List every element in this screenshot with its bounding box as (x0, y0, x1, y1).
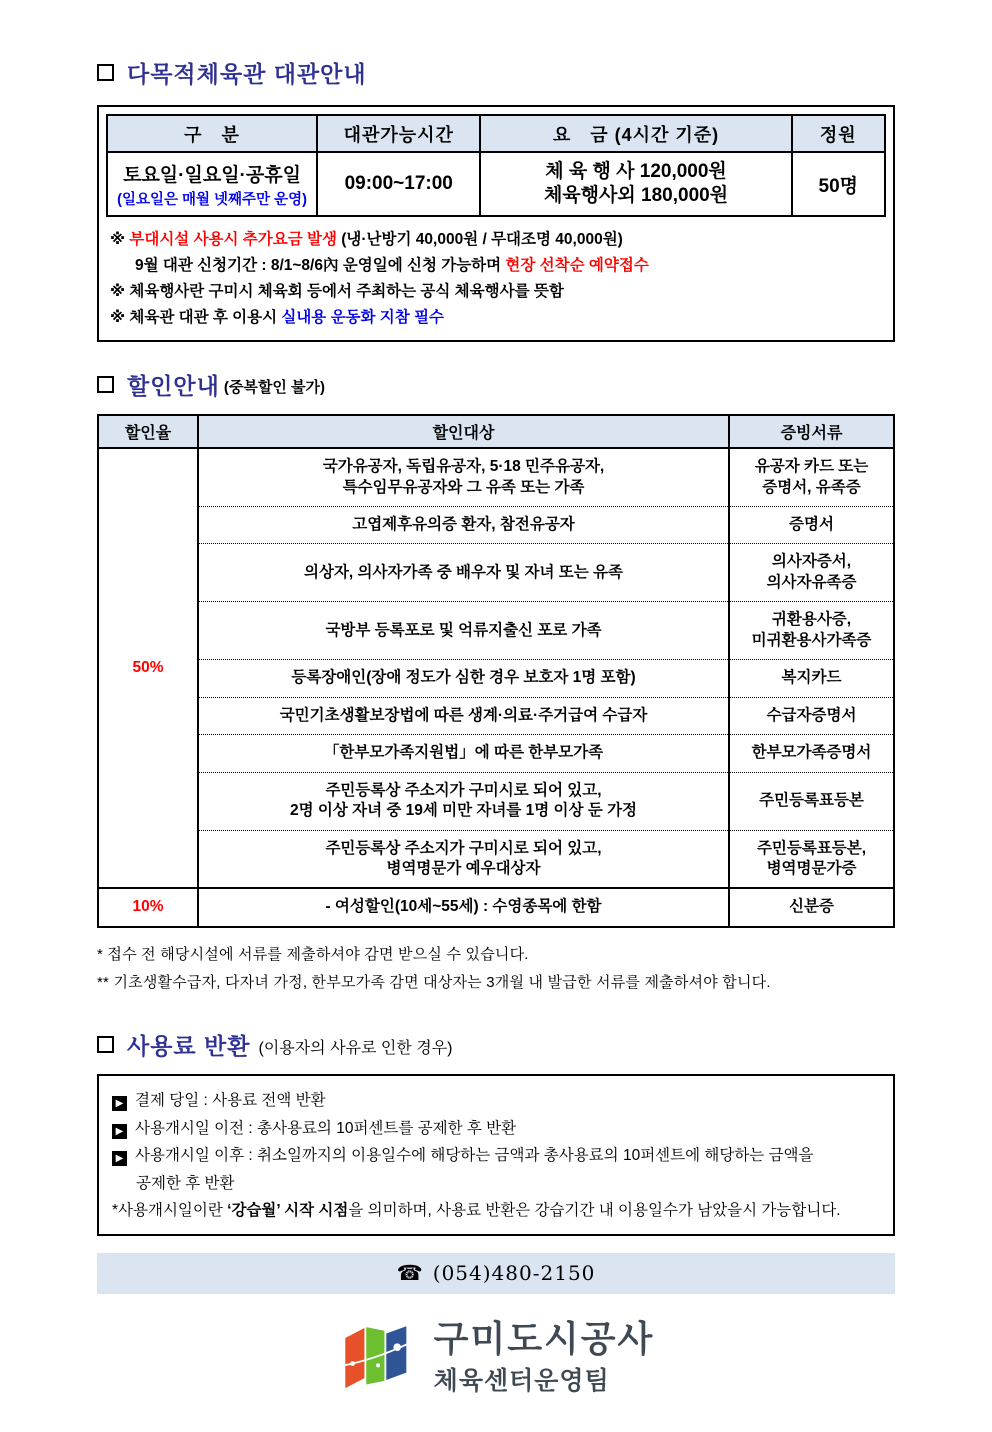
discount-target-cell: 「한부모가족지원법」에 따른 한부모가족 (198, 735, 729, 772)
note1-red-text: 부대시설 사용시 추가요금 발생 (129, 231, 337, 248)
rental-note-2 (110, 253, 884, 279)
rental-note-1 (110, 227, 884, 253)
discount-doc-cell: 복지카드 (729, 660, 894, 697)
note4-blue-text: 실내용 운동화 지참 필수 (281, 309, 445, 327)
arrow-bullet-icon: ▶ (112, 1096, 127, 1111)
refund-section-title (97, 1028, 895, 1061)
refund-line-3 (112, 1142, 880, 1170)
rental-note-4 (110, 305, 884, 331)
refund-line-3-text: 사용개시일 이후 : 취소일까지의 이용일수에 해당하는 금액과 총사용료의 10퍼센트에 해당하는 금액을 (135, 1147, 814, 1165)
organization-logo (97, 1316, 895, 1402)
rental-fee-line2: 체육행사외 180,000원 (543, 185, 729, 206)
refund-line-3-cont: 공제한 후 반환 (136, 1174, 235, 1192)
rental-header-fee: 요 금 (4시간 기준) (480, 115, 791, 152)
doc-line: 주민등록표등본, (756, 839, 867, 857)
refund-line-2 (112, 1115, 880, 1143)
discount-doc-cell: 수급자증명서 (729, 697, 894, 734)
discount-row (98, 888, 894, 926)
discount-row (98, 507, 894, 544)
logo-team-name: 체육센터운영팀 (433, 1367, 610, 1396)
arrow-bullet-icon: ▶ (112, 1151, 127, 1166)
discount-row (98, 697, 894, 734)
doc-line: 유공자 카드 또는 (754, 458, 869, 476)
discount-target-cell: 국방부 등록포로 및 억류지출신 포로 가족 (198, 602, 729, 660)
refund-line-1 (112, 1087, 880, 1115)
rental-data-row (107, 152, 885, 216)
target-line: 병역명문가 예우대상자 (386, 860, 541, 878)
phone-number: (054)480-2150 (432, 1261, 596, 1286)
refund-line-2-text: 사용개시일 이전 : 총사용료의 10퍼센트를 공제한 후 반환 (135, 1119, 517, 1137)
refund-title-text: 사용료 반환 (127, 1032, 251, 1059)
target-line: 주민등록상 주소지가 구미시로 되어 있고, (325, 781, 602, 799)
discount-rate-50: 50% (98, 448, 198, 888)
folded-map-logo-icon (338, 1316, 420, 1402)
rental-note-3: ※ 체육행사란 구미시 체육회 등에서 주최하는 공식 체육행사를 뜻함 (110, 283, 564, 301)
doc-line: 귀환용사증, (771, 611, 852, 629)
discount-row (98, 735, 894, 772)
refund-footnote-post: 을 의미하며, 사용료 반환은 강습기간 내 이용일수가 남았을시 가능합니다. (348, 1202, 841, 1220)
rental-title-text: 다목적체육관 대관안내 (127, 61, 367, 87)
discount-doc-cell (729, 544, 894, 602)
rental-info-box (97, 105, 895, 342)
doc-line: 의사자유족증 (766, 573, 857, 591)
discount-target-cell: 고엽제후유의증 환자, 참전유공자 (198, 507, 729, 544)
discount-title-text: 할인안내 (127, 373, 220, 400)
discount-footnote-1: * 접수 전 해당시설에 서류를 제출하셔야 감면 받으실 수 있습니다. (97, 945, 529, 963)
note2-black-text: 9월 대관 신청기간 : 8/1~8/6內 운영일에 신청 가능하며 (135, 257, 506, 275)
discount-doc-cell (729, 830, 894, 888)
target-line: 2명 이상 자녀 중 19세 미만 자녀를 1명 이상 둔 가정 (289, 802, 638, 820)
arrow-bullet-icon: ▶ (112, 1124, 127, 1139)
target-line: 특수임무유공자와 그 유족 또는 가족 (342, 478, 585, 496)
rental-category-main: 토요일·일요일·공휴일 (123, 164, 301, 186)
discount-footnote-2: ** 기초생활수급자, 다자녀 가정, 한부모가족 감면 대상자는 3개월 내 발급한 서류를 제출하셔야 합니다. (97, 974, 771, 992)
discount-row (98, 830, 894, 888)
discount-row (98, 602, 894, 660)
discount-target-cell: - 여성할인(10세~55세) : 수영종목에 한함 (198, 888, 729, 926)
note4-black-text: ※ 체육관 대관 후 이용시 (110, 309, 282, 327)
discount-target-cell: 등록장애인(장애 정도가 심한 경우 보호자 1명 포함) (198, 660, 729, 697)
discount-doc-cell: 한부모가족증명서 (729, 735, 894, 772)
logo-company-name: 구미도시공사 (433, 1318, 655, 1360)
discount-section-title (97, 368, 895, 401)
rental-category-sub: (일요일은 매월 넷째주만 운영) (117, 191, 307, 208)
discount-target-cell (198, 448, 729, 506)
discount-row (98, 544, 894, 602)
rental-hours-cell: 09:00~17:00 (317, 152, 480, 216)
refund-footnote-bold: ‘강습월’ 시작 시점 (227, 1202, 349, 1220)
discount-target-cell (198, 772, 729, 830)
discount-target-cell: 의상자, 의사자가족 중 배우자 및 자녀 또는 유족 (198, 544, 729, 602)
discount-row (98, 660, 894, 697)
note2-red-text: 현장 선착순 예약접수 (505, 257, 649, 275)
refund-line-1-text: 결제 당일 : 사용료 전액 반환 (135, 1091, 326, 1109)
discount-row (98, 448, 894, 506)
rental-category-cell (107, 152, 317, 216)
doc-line: 의사자증서, (771, 553, 852, 571)
rental-header-row (107, 115, 885, 152)
refund-title-sub: (이용자의 사유로 인한 경우) (258, 1039, 453, 1057)
refund-footnote (112, 1197, 880, 1225)
discount-doc-cell (729, 448, 894, 506)
target-line: 국가유공자, 독립유공자, 5·18 민주유공자, (322, 458, 605, 476)
discount-header-rate: 할인율 (98, 415, 198, 448)
rental-fee-line1: 체 육 행 사 120,000원 (545, 161, 727, 183)
discount-target-cell (198, 830, 729, 888)
doc-line: 병역명문가증 (766, 860, 857, 878)
rental-notes (106, 217, 886, 334)
discount-header-doc: 증빙서류 (729, 415, 894, 448)
logo-text-block (434, 1320, 655, 1397)
rental-capacity-cell: 50명 (792, 152, 885, 216)
rental-header-capacity: 정원 (792, 115, 885, 152)
discount-header-target: 할인대상 (198, 415, 729, 448)
rental-fee-cell (480, 152, 791, 216)
phone-icon: ☎ (396, 1261, 424, 1286)
discount-doc-cell (729, 602, 894, 660)
rental-table (106, 114, 886, 217)
rental-header-category: 구 분 (107, 115, 317, 152)
note1-mark: ※ (110, 231, 130, 248)
discount-footnotes (97, 941, 895, 998)
refund-box (97, 1074, 895, 1236)
rental-section-title (97, 56, 895, 89)
phone-band (97, 1253, 895, 1294)
discount-doc-cell: 증명서 (729, 507, 894, 544)
discount-row (98, 772, 894, 830)
checkbox-icon (97, 376, 114, 393)
discount-doc-cell: 신분증 (729, 888, 894, 926)
checkbox-icon (97, 1036, 114, 1053)
rental-header-hours: 대관가능시간 (317, 115, 480, 152)
discount-rate-10: 10% (98, 888, 198, 926)
discount-target-cell: 국민기초생활보장법에 따른 생계·의료·주거급여 수급자 (198, 697, 729, 734)
doc-line: 미귀환용사가족증 (751, 631, 872, 649)
doc-line: 증명서, 유족증 (762, 478, 861, 496)
note1-rest-text: (냉·난방기 40,000원 / 무대조명 40,000원) (336, 231, 623, 248)
discount-header-row (98, 415, 894, 448)
refund-footnote-pre: *사용개시일이란 (112, 1202, 228, 1220)
target-line: 주민등록상 주소지가 구미시로 되어 있고, (325, 839, 602, 857)
checkbox-icon (97, 64, 114, 81)
discount-doc-cell: 주민등록표등본 (729, 772, 894, 830)
discount-table (97, 414, 895, 928)
discount-title-sub: (중복할인 불가) (223, 379, 325, 397)
